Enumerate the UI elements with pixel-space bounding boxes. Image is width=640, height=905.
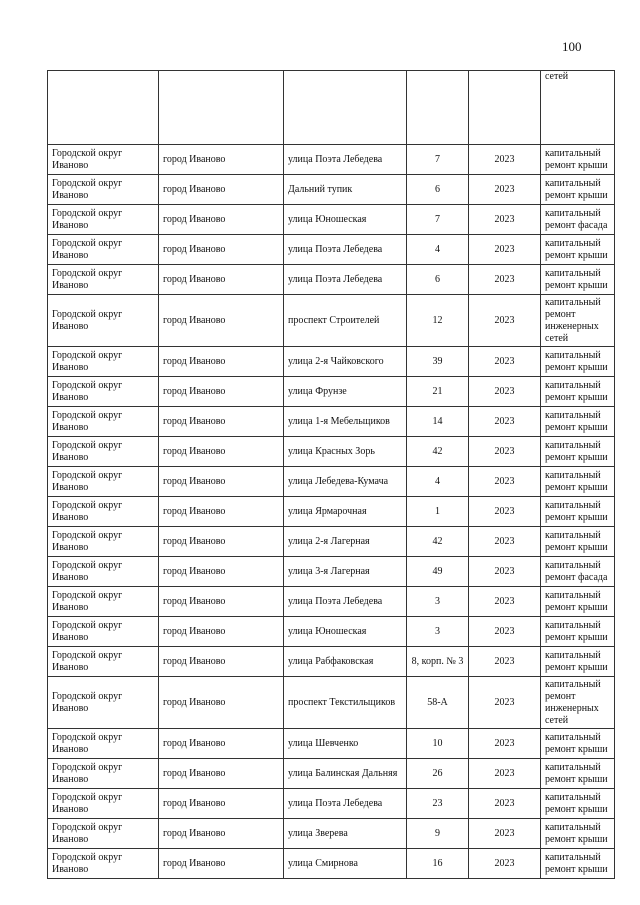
work-cell: сетей bbox=[541, 71, 615, 145]
work-cell: капитальный ремонт крыши bbox=[541, 145, 615, 175]
table-row bbox=[48, 849, 615, 879]
year-cell: 2023 bbox=[469, 759, 541, 789]
work-cell: капитальный ремонт крыши bbox=[541, 497, 615, 527]
district-cell: Городской округ Иваново bbox=[48, 265, 159, 295]
district-cell: Городской округ Иваново bbox=[48, 819, 159, 849]
year-cell: 2023 bbox=[469, 819, 541, 849]
year-cell: 2023 bbox=[469, 587, 541, 617]
year-cell: 2023 bbox=[469, 377, 541, 407]
street-cell: проспект Строителей bbox=[284, 295, 407, 347]
table-row bbox=[48, 819, 615, 849]
year-cell: 2023 bbox=[469, 497, 541, 527]
house-cell: 10 bbox=[407, 729, 469, 759]
city-cell: город Иваново bbox=[159, 175, 284, 205]
city-cell: город Иваново bbox=[159, 819, 284, 849]
district-cell: Городской округ Иваново bbox=[48, 527, 159, 557]
year-cell: 2023 bbox=[469, 347, 541, 377]
city-cell: город Иваново bbox=[159, 377, 284, 407]
year-cell: 2023 bbox=[469, 205, 541, 235]
work-cell: капитальный ремонт крыши bbox=[541, 759, 615, 789]
district-cell: Городской округ Иваново bbox=[48, 205, 159, 235]
street-cell: улица Поэта Лебедева bbox=[284, 265, 407, 295]
year-cell: 2023 bbox=[469, 145, 541, 175]
city-cell: город Иваново bbox=[159, 437, 284, 467]
year-cell: 2023 bbox=[469, 557, 541, 587]
house-cell: 3 bbox=[407, 587, 469, 617]
city-cell: город Иваново bbox=[159, 145, 284, 175]
district-cell: Городской округ Иваново bbox=[48, 729, 159, 759]
city-cell: город Иваново bbox=[159, 647, 284, 677]
city-cell bbox=[159, 71, 284, 145]
house-cell: 9 bbox=[407, 819, 469, 849]
table-row bbox=[48, 497, 615, 527]
street-cell: проспект Текстильщиков bbox=[284, 677, 407, 729]
year-cell: 2023 bbox=[469, 789, 541, 819]
house-cell: 42 bbox=[407, 437, 469, 467]
district-cell: Городской округ Иваново bbox=[48, 557, 159, 587]
year-cell: 2023 bbox=[469, 677, 541, 729]
table-row bbox=[48, 729, 615, 759]
street-cell: улица 3-я Лагерная bbox=[284, 557, 407, 587]
city-cell: город Иваново bbox=[159, 789, 284, 819]
house-cell: 8, корп. № 3 bbox=[407, 647, 469, 677]
year-cell bbox=[469, 71, 541, 145]
work-cell: капитальный ремонт крыши bbox=[541, 527, 615, 557]
house-cell: 4 bbox=[407, 467, 469, 497]
table-row bbox=[48, 437, 615, 467]
district-cell: Городской округ Иваново bbox=[48, 175, 159, 205]
table-row-continued bbox=[48, 71, 615, 145]
work-cell: капитальный ремонт крыши bbox=[541, 647, 615, 677]
work-cell: капитальный ремонт крыши bbox=[541, 437, 615, 467]
housing-repair-table bbox=[47, 70, 615, 879]
district-cell: Городской округ Иваново bbox=[48, 587, 159, 617]
table-row bbox=[48, 617, 615, 647]
house-cell: 6 bbox=[407, 265, 469, 295]
district-cell: Городской округ Иваново bbox=[48, 145, 159, 175]
work-cell: капитальный ремонт крыши bbox=[541, 617, 615, 647]
work-cell: капитальный ремонт крыши bbox=[541, 377, 615, 407]
district-cell: Городской округ Иваново bbox=[48, 617, 159, 647]
work-cell: капитальный ремонт крыши bbox=[541, 467, 615, 497]
house-cell: 26 bbox=[407, 759, 469, 789]
year-cell: 2023 bbox=[469, 849, 541, 879]
work-cell: капитальный ремонт крыши bbox=[541, 175, 615, 205]
city-cell: город Иваново bbox=[159, 587, 284, 617]
table-row bbox=[48, 175, 615, 205]
work-cell: капитальный ремонт крыши bbox=[541, 819, 615, 849]
district-cell: Городской округ Иваново bbox=[48, 347, 159, 377]
district-cell: Городской округ Иваново bbox=[48, 407, 159, 437]
city-cell: город Иваново bbox=[159, 497, 284, 527]
street-cell: улица Красных Зорь bbox=[284, 437, 407, 467]
work-cell: капитальный ремонт крыши bbox=[541, 265, 615, 295]
year-cell: 2023 bbox=[469, 407, 541, 437]
street-cell: улица Ярмарочная bbox=[284, 497, 407, 527]
city-cell: город Иваново bbox=[159, 557, 284, 587]
district-cell: Городской округ Иваново bbox=[48, 377, 159, 407]
street-cell: улица 2-я Чайковского bbox=[284, 347, 407, 377]
street-cell: улица Шевченко bbox=[284, 729, 407, 759]
house-cell: 6 bbox=[407, 175, 469, 205]
house-cell: 7 bbox=[407, 205, 469, 235]
house-cell: 21 bbox=[407, 377, 469, 407]
house-cell: 12 bbox=[407, 295, 469, 347]
street-cell: улица Поэта Лебедева bbox=[284, 587, 407, 617]
work-cell: капитальный ремонт крыши bbox=[541, 587, 615, 617]
table-body bbox=[48, 71, 615, 879]
street-cell: улица Фрунзе bbox=[284, 377, 407, 407]
city-cell: город Иваново bbox=[159, 849, 284, 879]
year-cell: 2023 bbox=[469, 617, 541, 647]
district-cell: Городской округ Иваново bbox=[48, 789, 159, 819]
city-cell: город Иваново bbox=[159, 759, 284, 789]
district-cell: Городской округ Иваново bbox=[48, 295, 159, 347]
table-row bbox=[48, 265, 615, 295]
house-cell: 3 bbox=[407, 617, 469, 647]
city-cell: город Иваново bbox=[159, 677, 284, 729]
street-cell: улица Смирнова bbox=[284, 849, 407, 879]
house-cell: 23 bbox=[407, 789, 469, 819]
city-cell: город Иваново bbox=[159, 205, 284, 235]
house-cell: 49 bbox=[407, 557, 469, 587]
street-cell: улица Поэта Лебедева bbox=[284, 789, 407, 819]
work-cell: капитальный ремонт фасада bbox=[541, 557, 615, 587]
street-cell: улица Балинская Дальняя bbox=[284, 759, 407, 789]
table-row bbox=[48, 347, 615, 377]
work-cell: капитальный ремонт крыши bbox=[541, 789, 615, 819]
street-cell: улица 2-я Лагерная bbox=[284, 527, 407, 557]
district-cell: Городской округ Иваново bbox=[48, 647, 159, 677]
district-cell: Городской округ Иваново bbox=[48, 497, 159, 527]
work-cell: капитальный ремонт инженерных сетей bbox=[541, 295, 615, 347]
street-cell: улица Юношеская bbox=[284, 617, 407, 647]
year-cell: 2023 bbox=[469, 729, 541, 759]
table-row bbox=[48, 789, 615, 819]
year-cell: 2023 bbox=[469, 437, 541, 467]
city-cell: город Иваново bbox=[159, 617, 284, 647]
street-cell: Дальний тупик bbox=[284, 175, 407, 205]
year-cell: 2023 bbox=[469, 235, 541, 265]
work-cell: капитальный ремонт крыши bbox=[541, 347, 615, 377]
work-cell: капитальный ремонт крыши bbox=[541, 729, 615, 759]
street-cell: улица Лебедева-Кумача bbox=[284, 467, 407, 497]
city-cell: город Иваново bbox=[159, 467, 284, 497]
table-row bbox=[48, 235, 615, 265]
city-cell: город Иваново bbox=[159, 729, 284, 759]
district-cell: Городской округ Иваново bbox=[48, 437, 159, 467]
district-cell: Городской округ Иваново bbox=[48, 849, 159, 879]
street-cell: улица Рабфаковская bbox=[284, 647, 407, 677]
street-cell: улица 1-я Мебельщиков bbox=[284, 407, 407, 437]
district-cell: Городской округ Иваново bbox=[48, 677, 159, 729]
table-row bbox=[48, 647, 615, 677]
house-cell: 39 bbox=[407, 347, 469, 377]
table-row bbox=[48, 557, 615, 587]
table-row bbox=[48, 377, 615, 407]
table-row bbox=[48, 205, 615, 235]
street-cell: улица Юношеская bbox=[284, 205, 407, 235]
year-cell: 2023 bbox=[469, 467, 541, 497]
table-row bbox=[48, 587, 615, 617]
city-cell: город Иваново bbox=[159, 265, 284, 295]
house-cell: 16 bbox=[407, 849, 469, 879]
year-cell: 2023 bbox=[469, 265, 541, 295]
house-cell: 42 bbox=[407, 527, 469, 557]
work-cell: капитальный ремонт крыши bbox=[541, 849, 615, 879]
table-row bbox=[48, 295, 615, 347]
year-cell: 2023 bbox=[469, 175, 541, 205]
work-cell: капитальный ремонт фасада bbox=[541, 205, 615, 235]
work-cell: капитальный ремонт крыши bbox=[541, 235, 615, 265]
city-cell: город Иваново bbox=[159, 235, 284, 265]
house-cell: 4 bbox=[407, 235, 469, 265]
street-cell: улица Поэта Лебедева bbox=[284, 235, 407, 265]
city-cell: город Иваново bbox=[159, 407, 284, 437]
city-cell: город Иваново bbox=[159, 527, 284, 557]
house-cell: 14 bbox=[407, 407, 469, 437]
page-number: 100 bbox=[562, 39, 582, 54]
house-cell: 58-А bbox=[407, 677, 469, 729]
district-cell: Городской округ Иваново bbox=[48, 235, 159, 265]
house-cell bbox=[407, 71, 469, 145]
street-cell: улица Зверева bbox=[284, 819, 407, 849]
table-row bbox=[48, 407, 615, 437]
table-row bbox=[48, 677, 615, 729]
table-row bbox=[48, 527, 615, 557]
table-row bbox=[48, 759, 615, 789]
year-cell: 2023 bbox=[469, 527, 541, 557]
street-cell: улица Поэта Лебедева bbox=[284, 145, 407, 175]
year-cell: 2023 bbox=[469, 295, 541, 347]
street-cell bbox=[284, 71, 407, 145]
house-cell: 1 bbox=[407, 497, 469, 527]
table-row bbox=[48, 145, 615, 175]
district-cell bbox=[48, 71, 159, 145]
district-cell: Городской округ Иваново bbox=[48, 759, 159, 789]
work-cell: капитальный ремонт крыши bbox=[541, 407, 615, 437]
table-row bbox=[48, 467, 615, 497]
work-cell: капитальный ремонт инженерных сетей bbox=[541, 677, 615, 729]
city-cell: город Иваново bbox=[159, 347, 284, 377]
city-cell: город Иваново bbox=[159, 295, 284, 347]
house-cell: 7 bbox=[407, 145, 469, 175]
year-cell: 2023 bbox=[469, 647, 541, 677]
district-cell: Городской округ Иваново bbox=[48, 467, 159, 497]
